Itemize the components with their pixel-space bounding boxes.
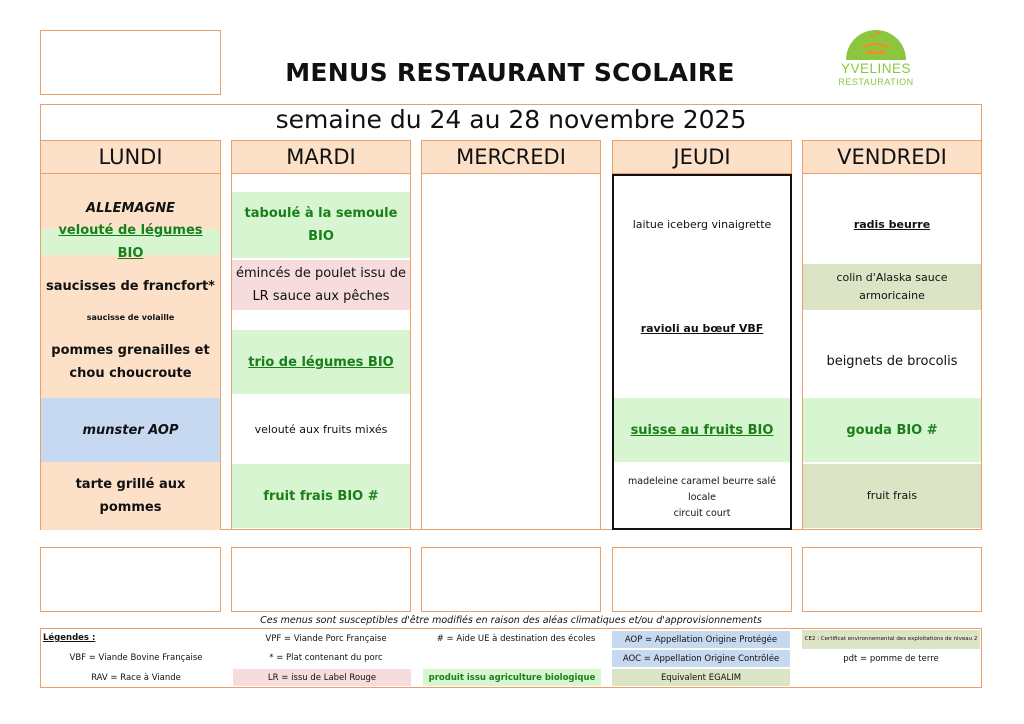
mardi-dairy: velouté aux fruits mixés bbox=[254, 423, 388, 436]
day-header-mercredi: MERCREDI bbox=[421, 140, 601, 174]
logo-placeholder-box bbox=[40, 30, 221, 95]
day-header-mardi: MARDI bbox=[231, 140, 411, 174]
legend-vpf: VPF = Viande Porc Française bbox=[265, 634, 387, 644]
legend-egalim: Equivalent EGALIM bbox=[612, 669, 790, 686]
jeudi-main: ravioli au bœuf VBF bbox=[640, 322, 764, 335]
vendredi-cheese: gouda BIO # bbox=[803, 398, 981, 462]
legend-vbf: VBF = Viande Bovine Française bbox=[69, 653, 203, 663]
day-header-lundi: LUNDI bbox=[40, 140, 221, 174]
mardi-main: émincés de poulet issu de LR sauce aux pêches bbox=[232, 260, 410, 310]
legend-aop: AOP = Appellation Origine Protégée bbox=[612, 631, 790, 648]
bottom-cell-lundi bbox=[40, 547, 221, 612]
bottom-cell-mardi bbox=[231, 547, 411, 612]
legend-rav: RAV = Race à Viande bbox=[91, 672, 181, 683]
legend-porc: * = Plat contenant du porc bbox=[269, 653, 383, 663]
legend-pdt: pdt = pomme de terre bbox=[843, 653, 939, 664]
lundi-main: saucisses de francfort* bbox=[46, 278, 215, 294]
legend-bio: produit issu agriculture biologique bbox=[423, 669, 601, 686]
vendredi-starter: radis beurre bbox=[853, 218, 931, 231]
day-header-jeudi: JEUDI bbox=[612, 140, 792, 174]
vendredi-main: colin d'Alaska sauce armoricaine bbox=[803, 264, 981, 310]
jeudi-dessert: madeleine caramel beurre salé locale circuit court bbox=[628, 476, 776, 519]
lundi-side: pommes grenailles et chou choucroute bbox=[51, 343, 210, 381]
column-lundi bbox=[40, 140, 221, 530]
vendredi-dessert: fruit frais bbox=[803, 464, 981, 528]
vendredi-side: beignets de brocolis bbox=[826, 353, 958, 369]
legend-ce2: CE2 : Certificat environnemental des exploitations de niveau 2 bbox=[802, 630, 980, 649]
bottom-cell-jeudi bbox=[612, 547, 792, 612]
legend-aide-ue: # = Aide UE à destination des écoles bbox=[436, 634, 596, 644]
notice-text: Ces menus sont susceptibles d'être modifiés en raison des aléas climatiques et/ou d'approvisionnements bbox=[260, 615, 762, 626]
column-body-mardi bbox=[231, 174, 411, 530]
week-label: semaine du 24 au 28 novembre 2025 bbox=[275, 105, 747, 134]
lundi-starter: velouté de légumes BIO bbox=[41, 229, 220, 255]
logo-text-restauration: RESTAURATION bbox=[838, 77, 914, 87]
lundi-cheese: munster AOP bbox=[41, 398, 220, 462]
jeudi-highlight-border bbox=[612, 174, 792, 530]
column-body-mercredi bbox=[421, 174, 601, 530]
lundi-theme: ALLEMAGNE bbox=[86, 200, 175, 216]
jeudi-starter: laitue iceberg vinaigrette bbox=[632, 218, 772, 231]
mardi-dessert: fruit frais BIO # bbox=[232, 464, 410, 528]
column-body-lundi bbox=[40, 174, 221, 530]
legend-aoc: AOC = Appellation Origine Contrôlée bbox=[612, 650, 790, 667]
lundi-main-note: saucisse de volaille bbox=[86, 312, 175, 322]
legend-lr: LR = issu de Label Rouge bbox=[233, 669, 411, 686]
page-title: MENUS RESTAURANT SCOLAIRE bbox=[285, 58, 735, 87]
column-mercredi bbox=[421, 140, 601, 530]
mardi-starter: taboulé à la semoule BIO bbox=[232, 192, 410, 258]
column-body-vendredi bbox=[802, 174, 982, 530]
jeudi-dairy: suisse au fruits BIO bbox=[613, 398, 791, 462]
legend-box bbox=[40, 628, 982, 688]
mardi-side: trio de légumes BIO bbox=[232, 330, 410, 394]
column-mardi bbox=[231, 140, 411, 530]
bottom-cell-mercredi bbox=[421, 547, 601, 612]
bottom-cell-vendredi bbox=[802, 547, 982, 612]
legend-title: Légendes : bbox=[43, 633, 96, 643]
logo-text-yvelines: YVELINES bbox=[840, 61, 912, 76]
column-vendredi bbox=[802, 140, 982, 530]
day-header-vendredi: VENDREDI bbox=[802, 140, 982, 174]
lundi-dessert: tarte grillé aux pommes bbox=[75, 477, 186, 515]
